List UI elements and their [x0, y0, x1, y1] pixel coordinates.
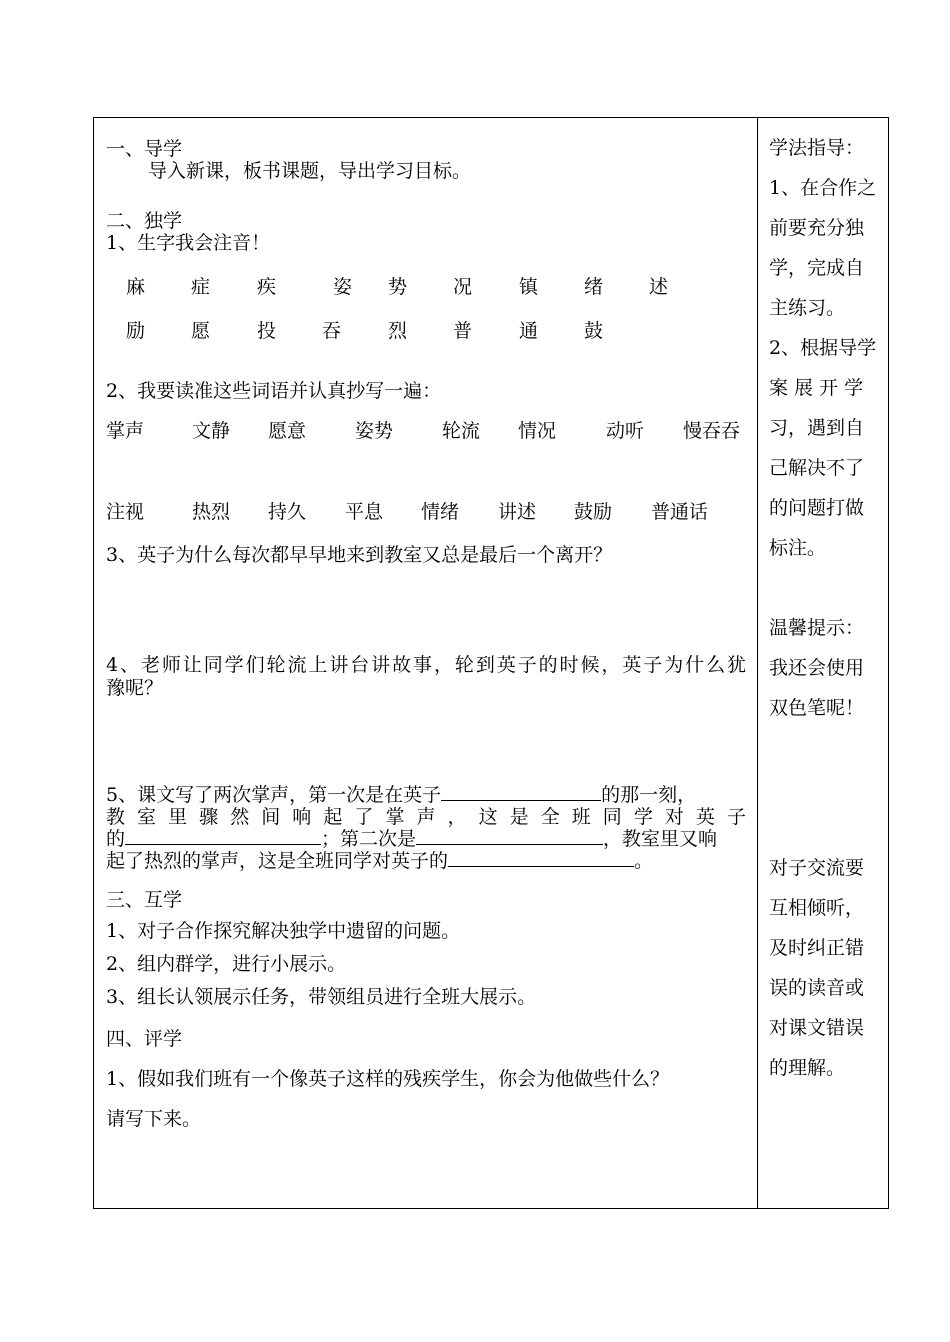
char-item: 绪 [584, 276, 604, 298]
section-guide-text: 导入新课，板书课题，导出学习目标。 [148, 160, 472, 182]
word-item: 动听 [606, 420, 645, 442]
fill-blank[interactable] [448, 850, 634, 867]
evaluation-question: 1、假如我们班有一个像英子这样的残疾学生，你会为他做些什么？ [106, 1068, 670, 1090]
side-line: 互相倾听， [769, 897, 865, 919]
question-5-line-3: 的 ；第二次是 ，教室里又响 [106, 828, 718, 850]
side-line: 温馨提示： [769, 617, 865, 639]
word-item: 文静 [192, 420, 231, 442]
side-line: 前要充分独 [769, 217, 865, 239]
word-item: 普通话 [651, 501, 709, 523]
side-line: 我还会使用 [769, 657, 865, 679]
char-item: 势 [388, 276, 408, 298]
side-line: 误的读音或 [769, 977, 865, 999]
side-line: 2、根据导学 [769, 337, 877, 359]
peer-study-item: 3、组长认领展示任务，带领组员进行全班大展示。 [106, 986, 537, 1008]
side-line: 及时纠正错 [769, 937, 865, 959]
question-4-line-2: 豫呢？ [106, 677, 164, 699]
peer-study-item: 2、组内群学，进行小展示。 [106, 953, 347, 975]
side-line: 案 展 开 学 [769, 377, 864, 399]
question-5-line-2: 教室里骤然间响起了掌声，这是全班同学对英子 [106, 806, 746, 828]
side-line: 标注。 [769, 537, 827, 559]
side-line: 双色笔呢！ [769, 697, 865, 719]
side-line: 对课文错误 [769, 1017, 865, 1039]
char-item: 鼓 [584, 320, 604, 342]
pair-exchange-tip [769, 848, 887, 1088]
section-heading-peer-study: 三、互学 [106, 889, 183, 911]
word-item: 注视 [106, 501, 145, 523]
word-item: 愿意 [268, 420, 307, 442]
question-4-line-1: 4、老师让同学们轮流上讲台讲故事，轮到英子的时候，英子为什么犹 [106, 654, 746, 676]
char-item: 况 [453, 276, 473, 298]
char-item: 烈 [388, 320, 408, 342]
column-divider [757, 117, 758, 1209]
word-item: 持久 [268, 501, 307, 523]
char-item: 麻 [126, 276, 146, 298]
char-item: 姿 [333, 276, 353, 298]
side-line: 对子交流要 [769, 857, 865, 879]
word-item: 鼓励 [574, 501, 613, 523]
word-item: 掌声 [106, 420, 145, 442]
char-item: 普 [453, 320, 473, 342]
char-item: 述 [649, 276, 669, 298]
side-line: 1、在合作之 [769, 177, 877, 199]
side-line: 学法指导： [769, 137, 865, 159]
study-method-guide [769, 128, 887, 568]
char-item: 励 [126, 320, 146, 342]
word-item: 平息 [345, 501, 384, 523]
section-heading-self-study: 二、独学 [106, 210, 183, 232]
word-item: 情况 [518, 420, 557, 442]
side-line: 学，完成自 [769, 257, 865, 279]
question-5-line-1: 5、课文写了两次掌声，第一次是在英子 的那一刻， [106, 784, 697, 806]
char-item: 投 [257, 320, 277, 342]
side-line: 己解决不了 [769, 457, 865, 479]
fill-blank[interactable] [125, 828, 321, 845]
fill-blank[interactable] [416, 828, 603, 845]
word-item: 讲述 [498, 501, 537, 523]
char-item: 通 [519, 320, 539, 342]
word-item: 姿势 [355, 420, 394, 442]
section-heading-evaluation: 四、评学 [106, 1028, 183, 1050]
section-heading-guide: 一、导学 [106, 138, 183, 160]
word-item: 慢吞吞 [683, 420, 741, 442]
side-line: 的问题打做 [769, 497, 865, 519]
evaluation-question-cont: 请写下来。 [106, 1108, 202, 1130]
peer-study-item: 1、对子合作探究解决独学中遗留的问题。 [106, 920, 461, 942]
word-item: 情绪 [421, 501, 460, 523]
question-5-line-4: 起了热烈的掌声，这是全班同学对英子的 。 [106, 850, 654, 872]
char-item: 疾 [257, 276, 277, 298]
word-item: 热烈 [192, 501, 231, 523]
word-item: 轮流 [442, 420, 481, 442]
question-2: 2、我要读准这些词语并认真抄写一遍： [106, 380, 442, 402]
question-1: 1、生字我会注音！ [106, 232, 271, 254]
char-item: 镇 [519, 276, 539, 298]
char-item: 吞 [322, 320, 342, 342]
char-item: 愿 [191, 320, 211, 342]
fill-blank[interactable] [441, 784, 601, 801]
side-line: 的理解。 [769, 1057, 846, 1079]
side-line: 主练习。 [769, 297, 846, 319]
side-line: 习，遇到自 [769, 417, 865, 439]
question-3: 3、英子为什么每次都早早地来到教室又总是最后一个离开？ [106, 544, 613, 566]
warm-tip [769, 608, 887, 728]
char-item: 症 [191, 276, 211, 298]
